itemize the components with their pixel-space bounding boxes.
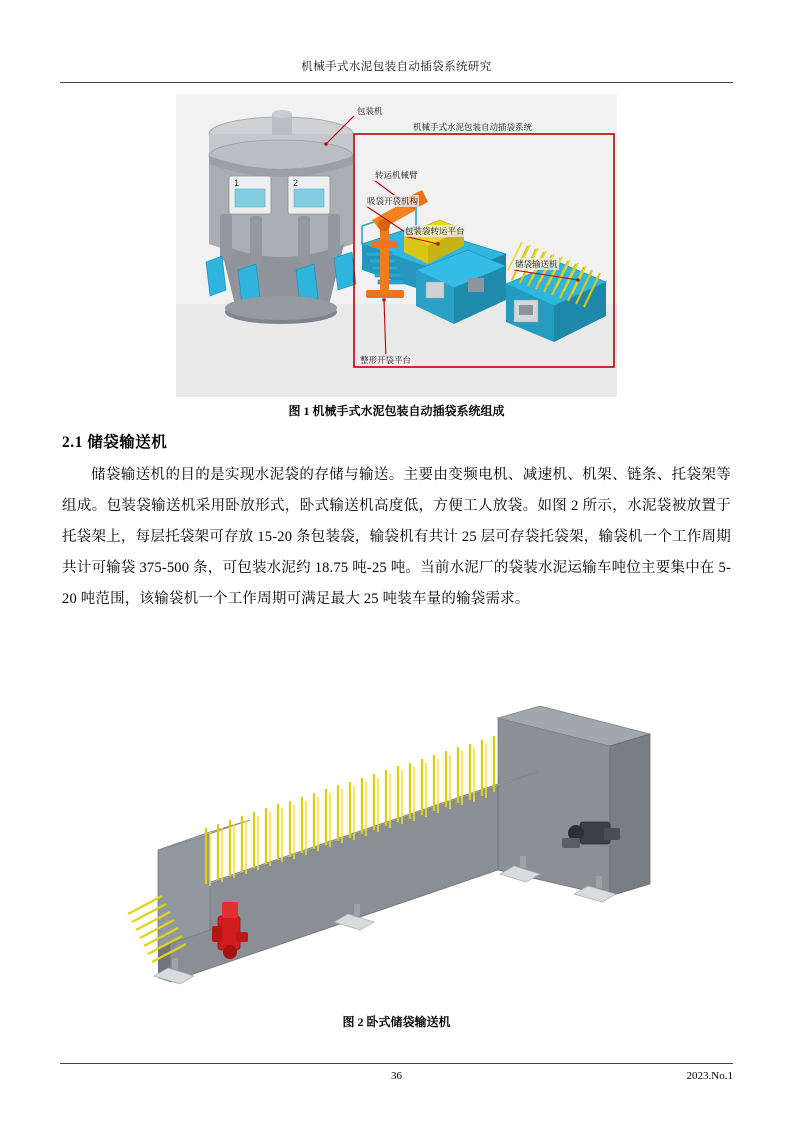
figure-1-label-bag-suction-opening: 吸袋开袋机构	[367, 196, 419, 206]
svg-text:1: 1	[234, 178, 240, 188]
figure-1-illustration	[176, 94, 617, 397]
figure-1-image	[176, 94, 617, 397]
figure-1-label-shaping-opening-platform: 整形开袋平台	[360, 355, 412, 365]
svg-text:2: 2	[293, 178, 299, 188]
section-heading: 2.1 储袋输送机	[62, 434, 168, 451]
figure-1-label-bag-transfer-platform: 包装袋转运平台	[405, 226, 465, 236]
footer-divider	[60, 1063, 733, 1064]
page-number: 36	[391, 1070, 402, 1082]
figure-1-label-system-name: 机械手式水泥包装自动插袋系统	[413, 122, 533, 132]
figure-1-label-packing-machine: 包装机	[357, 106, 383, 116]
figure-2-illustration	[110, 700, 700, 1000]
figure-1-label-transfer-arm: 转运机械臂	[375, 170, 418, 180]
header-divider	[60, 82, 733, 83]
body-paragraph: 储袋输送机的目的是实现水泥袋的存储与输送。主要由变频电机、减速机、机架、链条、托袋架等组成。包装袋输送机采用卧放形式，卧式输送机高度低，方便工人放袋。如图 2 所示，水泥袋被放置于托袋架上，每层托袋架可存放 15-20 条包装袋，输袋机有共计 25 层可存袋托袋架，输袋机一个工作周期共计可输袋 375-500 条，可包装水泥约 18.75 吨-25 吨。当前水泥厂的袋装水泥运输车吨位主要集中在 5-20 吨范围，该输袋机一个工作周期可满足最大 25 吨装车量的输袋需求。	[62, 467, 731, 607]
figure-1-caption: 图 1 机械手式水泥包装自动插袋系统组成	[288, 404, 505, 418]
issue-label: 2023.No.1	[686, 1070, 733, 1082]
figure-1-label-bag-storage-conveyor: 储袋输送机	[515, 259, 558, 269]
figure-2-caption: 图 2 卧式储袋输送机	[342, 1015, 451, 1029]
running-head: 机械手式水泥包装自动插袋系统研究	[301, 61, 492, 73]
figure-2-image	[110, 700, 700, 1000]
